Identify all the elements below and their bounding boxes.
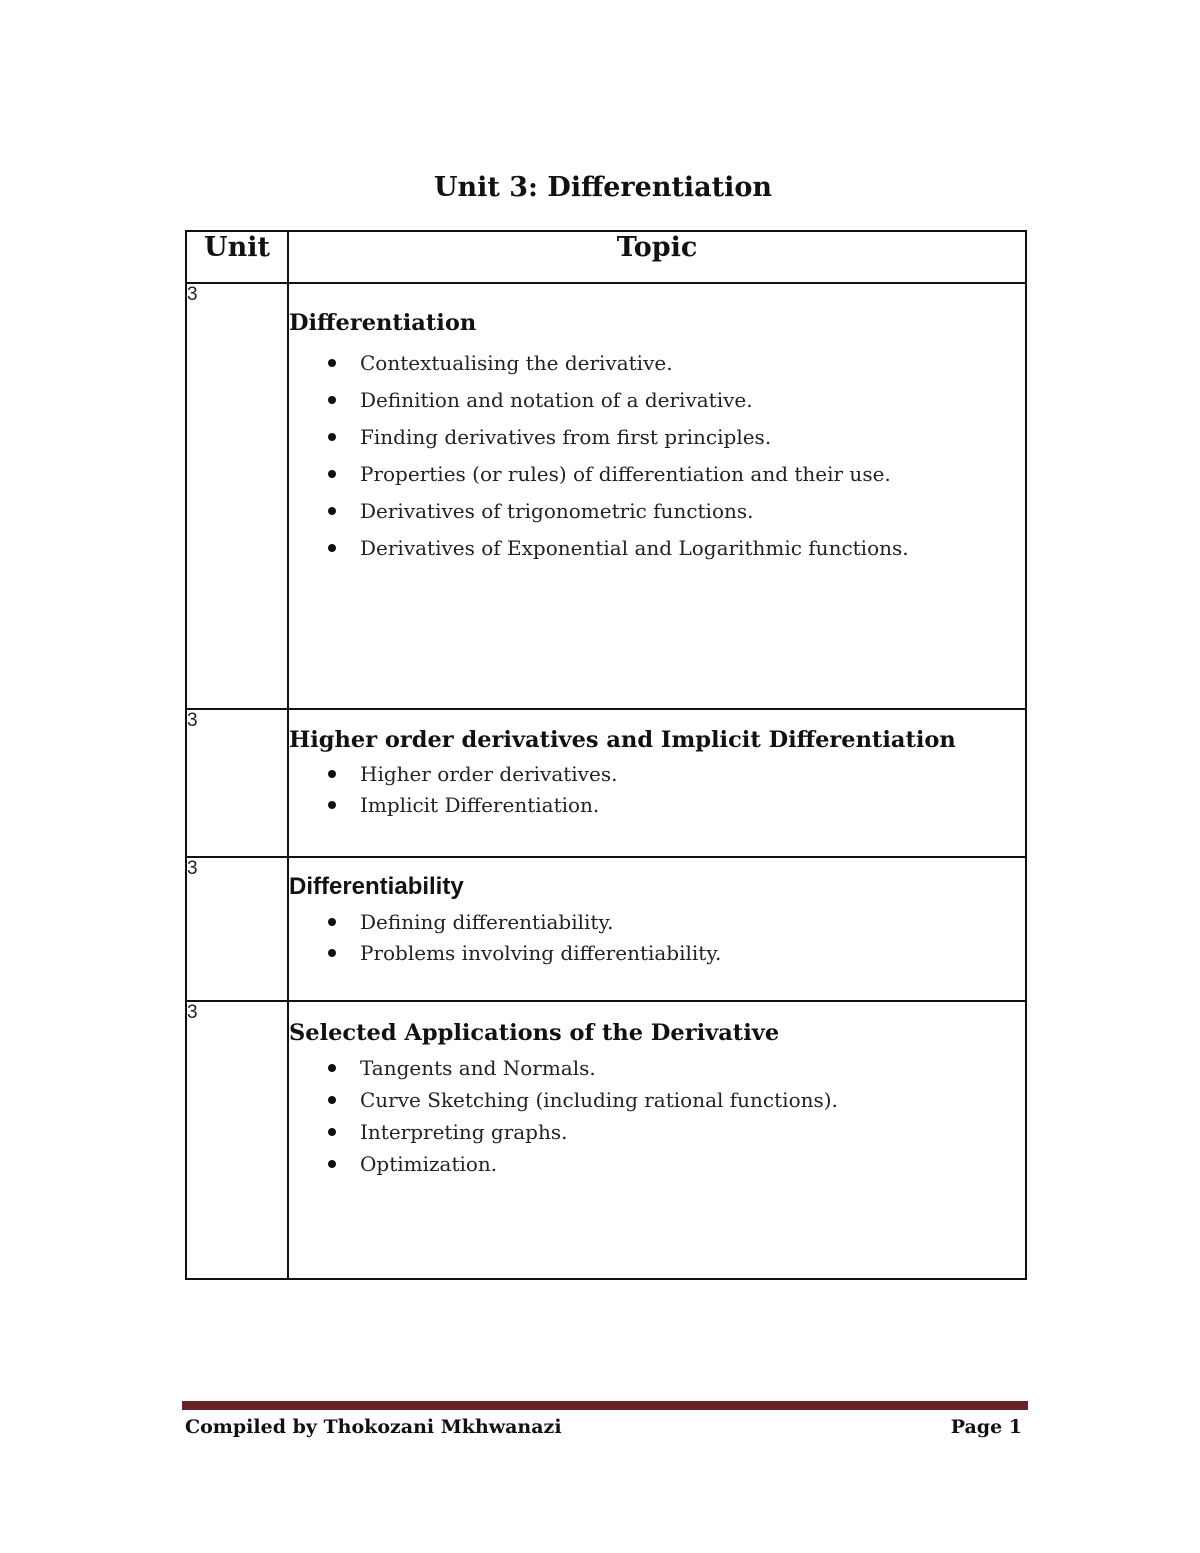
unit-number: 3	[186, 857, 288, 1001]
list-item: Curve Sketching (including rational functions).	[289, 1090, 1025, 1110]
table-row	[186, 283, 1026, 709]
syllabus-table	[185, 230, 1027, 1280]
list-item: Properties (or rules) of differentiation and their use.	[289, 464, 1025, 484]
unit-number: 3	[186, 283, 288, 709]
footer-divider	[182, 1401, 1028, 1410]
list-item: Derivatives of trigonometric functions.	[289, 501, 1025, 521]
list-item: Problems involving differentiability.	[289, 943, 1025, 963]
footer-author: Compiled by Thokozani Mkhwanazi	[185, 1416, 562, 1438]
list-item: Interpreting graphs.	[289, 1122, 1025, 1142]
topic-cell	[288, 1001, 1026, 1279]
list-item: Tangents and Normals.	[289, 1058, 1025, 1078]
list-item: Defining differentiability.	[289, 912, 1025, 932]
unit-number: 3	[186, 1001, 288, 1279]
unit-number: 3	[186, 709, 288, 857]
page-number: Page 1	[950, 1416, 1022, 1438]
list-item: Implicit Differentiation.	[289, 795, 1025, 815]
table-row	[186, 1001, 1026, 1279]
topic-cell	[288, 857, 1026, 1001]
topic-cell	[288, 283, 1026, 709]
topic-cell	[288, 709, 1026, 857]
page-title: Unit 3: Differentiation	[433, 172, 773, 203]
subtopic-list	[289, 1058, 1025, 1174]
column-header-unit: Unit	[186, 231, 288, 283]
table-row	[186, 857, 1026, 1001]
table-header-row	[186, 231, 1026, 283]
topic-heading: Selected Applications of the Derivative	[289, 1020, 780, 1046]
list-item: Optimization.	[289, 1154, 1025, 1174]
topic-heading: Differentiability	[289, 873, 464, 900]
list-item: Finding derivatives from first principles.	[289, 427, 1025, 447]
list-item: Derivatives of Exponential and Logarithmic functions.	[289, 538, 1025, 558]
column-header-topic: Topic	[288, 231, 1026, 283]
list-item: Contextualising the derivative.	[289, 353, 1025, 373]
subtopic-list	[289, 353, 1025, 558]
subtopic-list	[289, 764, 1025, 815]
subtopic-list	[289, 912, 1025, 963]
topic-heading: Higher order derivatives and Implicit Differentiation	[289, 727, 956, 753]
topic-heading: Differentiation	[289, 310, 477, 336]
list-item: Higher order derivatives.	[289, 764, 1025, 784]
list-item: Definition and notation of a derivative.	[289, 390, 1025, 410]
table-row	[186, 709, 1026, 857]
